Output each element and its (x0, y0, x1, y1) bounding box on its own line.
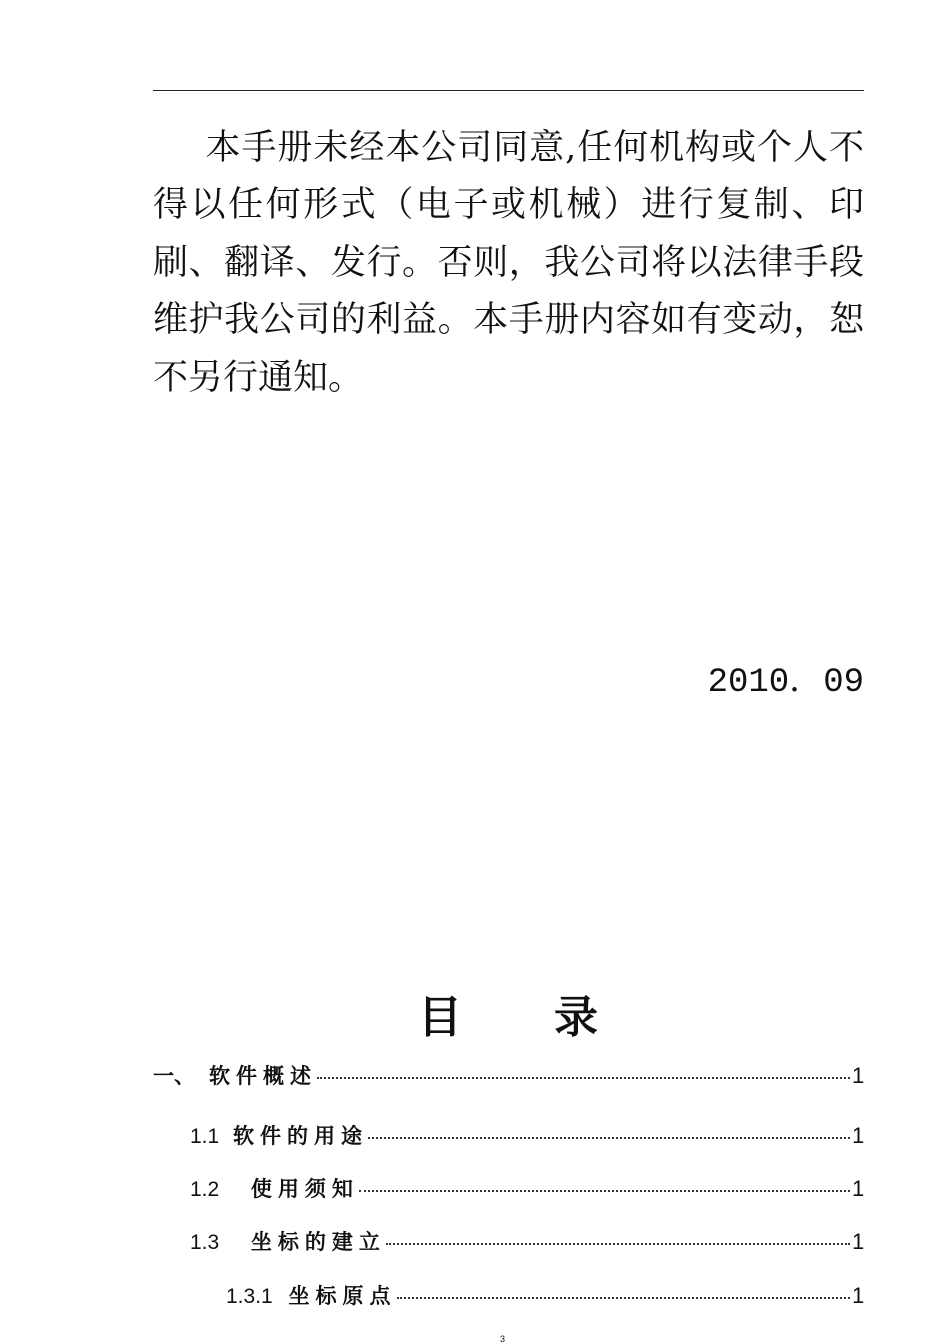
toc-entry[interactable] (153, 1060, 864, 1090)
toc-leader-dots (317, 1076, 850, 1079)
toc-entry-number: 1.3 (190, 1231, 231, 1254)
toc-entry-label: 使用须知 (250, 1176, 359, 1201)
toc-title-right: 录 (554, 992, 598, 1043)
toc-entry-page: 1 (852, 1063, 865, 1088)
toc-entry-label: 软件概述 (209, 1063, 317, 1088)
toc-entry-number: 1.3.1 (226, 1285, 279, 1308)
toc-title-left: 目 (418, 992, 462, 1043)
toc-entry-page: 1 (852, 1229, 865, 1254)
toc-leader-dots (386, 1242, 850, 1245)
toc-entry[interactable] (190, 1173, 864, 1203)
toc-leader-dots (368, 1136, 850, 1139)
toc-leader-dots (359, 1189, 850, 1192)
toc-entry-label: 坐标原点 (288, 1283, 397, 1308)
toc-entry-label: 软件的用途 (233, 1123, 369, 1148)
publication-date: 2010．09 (707, 664, 864, 702)
toc-entry[interactable] (190, 1226, 864, 1256)
toc-entry-label: 坐标的建立 (250, 1229, 386, 1254)
toc-entry-page: 1 (852, 1283, 865, 1308)
copyright-notice: 本手册未经本公司同意,任何机构或个人不得以任何形式（电子或机械）进行复制、印刷、翻译、发行。否则，我公司将以法律手段维护我公司的利益。本手册内容如有变动，恕不另行通知。 (153, 128, 864, 398)
toc-entry-page: 1 (852, 1123, 865, 1148)
toc-entry-number: 一、 (153, 1063, 195, 1088)
toc-entry-number: 1.1 (190, 1125, 226, 1148)
header-rule (153, 90, 864, 91)
toc-entry-number: 1.2 (190, 1178, 231, 1201)
toc-leader-dots (397, 1296, 850, 1299)
toc-entry[interactable] (226, 1280, 864, 1310)
toc-title (0, 990, 950, 1046)
toc-entry-page: 1 (852, 1176, 865, 1201)
page-number: 3 (500, 1334, 506, 1344)
toc-entry[interactable] (190, 1120, 864, 1150)
